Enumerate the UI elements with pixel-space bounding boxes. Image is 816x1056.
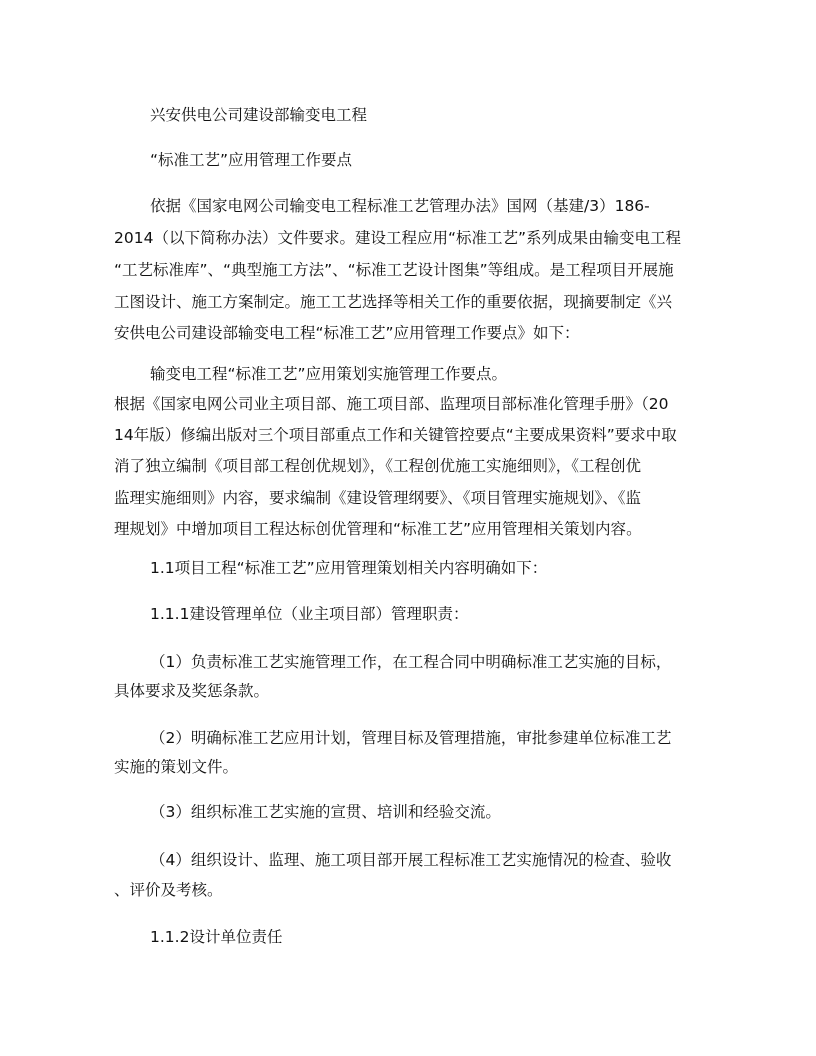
intro-line: 安供电公司建设部输变电工程“标准工艺”应用管理工作要点》如下： — [114, 324, 580, 342]
list-item-cont: 、评价及考核。 — [114, 881, 223, 899]
list-item: （3）组织标准工艺实施的宣贯、培训和经验交流。 — [150, 803, 501, 821]
intro-line: 工图设计、施工方案制定。施工工艺选择等相关工作的重要依据，现摘要制定《兴 — [114, 293, 673, 311]
basis-line: 根据《国家电网公司业主项目部、施工项目部、监理项目部标准化管理手册》（20 — [114, 395, 669, 413]
list-item-cont: 具体要求及奖惩条款。 — [114, 682, 270, 700]
basis-line: 14年版）修编出版对三个项目部重点工作和关键管控要点“主要成果资料”要求中取 — [114, 426, 677, 444]
document-subtitle: “标准工艺”应用管理工作要点 — [150, 151, 353, 169]
intro-line: 依据《国家电网公司输变电工程标准工艺管理办法》国网（基建/3）186- — [150, 197, 650, 215]
list-item-cont: 实施的策划文件。 — [114, 758, 239, 776]
document-title: 兴安供电公司建设部输变电工程 — [150, 106, 368, 124]
basis-line: 监理实施细则》内容，要求编制《建设管理纲要》、《项目管理实施规划》、《监 — [114, 489, 642, 507]
section-heading: 输变电工程“标准工艺”应用策划实施管理工作要点。 — [150, 365, 508, 383]
list-item: （1）负责标准工艺实施管理工作，在工程合同中明确标准工艺实施的目标， — [150, 653, 672, 671]
heading-1-1: 1.1项目工程“标准工艺”应用管理策划相关内容明确如下： — [150, 559, 548, 577]
intro-line: “工艺标准库”、“典型施工方法”、“标准工艺设计图集”等组成。是工程项目开展施 — [114, 261, 674, 279]
list-item: （2）明确标准工艺应用计划，管理目标及管理措施，审批参建单位标准工艺 — [150, 729, 672, 747]
heading-1-1-2: 1.1.2设计单位责任 — [150, 928, 283, 946]
intro-line: 2014（以下简称办法）文件要求。建设工程应用“标准工艺”系列成果由输变电工程 — [114, 229, 682, 247]
list-item: （4）组织设计、监理、施工项目部开展工程标准工艺实施情况的检查、验收 — [150, 851, 672, 869]
basis-line: 理规划》中增加项目工程达标创优管理和“标准工艺”应用管理相关策划内容。 — [114, 520, 642, 538]
basis-line: 消了独立编制《项目部工程创优规划》，《工程创优施工实施细则》，《工程创优 — [114, 457, 642, 475]
heading-1-1-1: 1.1.1建设管理单位（业主项目部）管理职责： — [150, 605, 469, 623]
